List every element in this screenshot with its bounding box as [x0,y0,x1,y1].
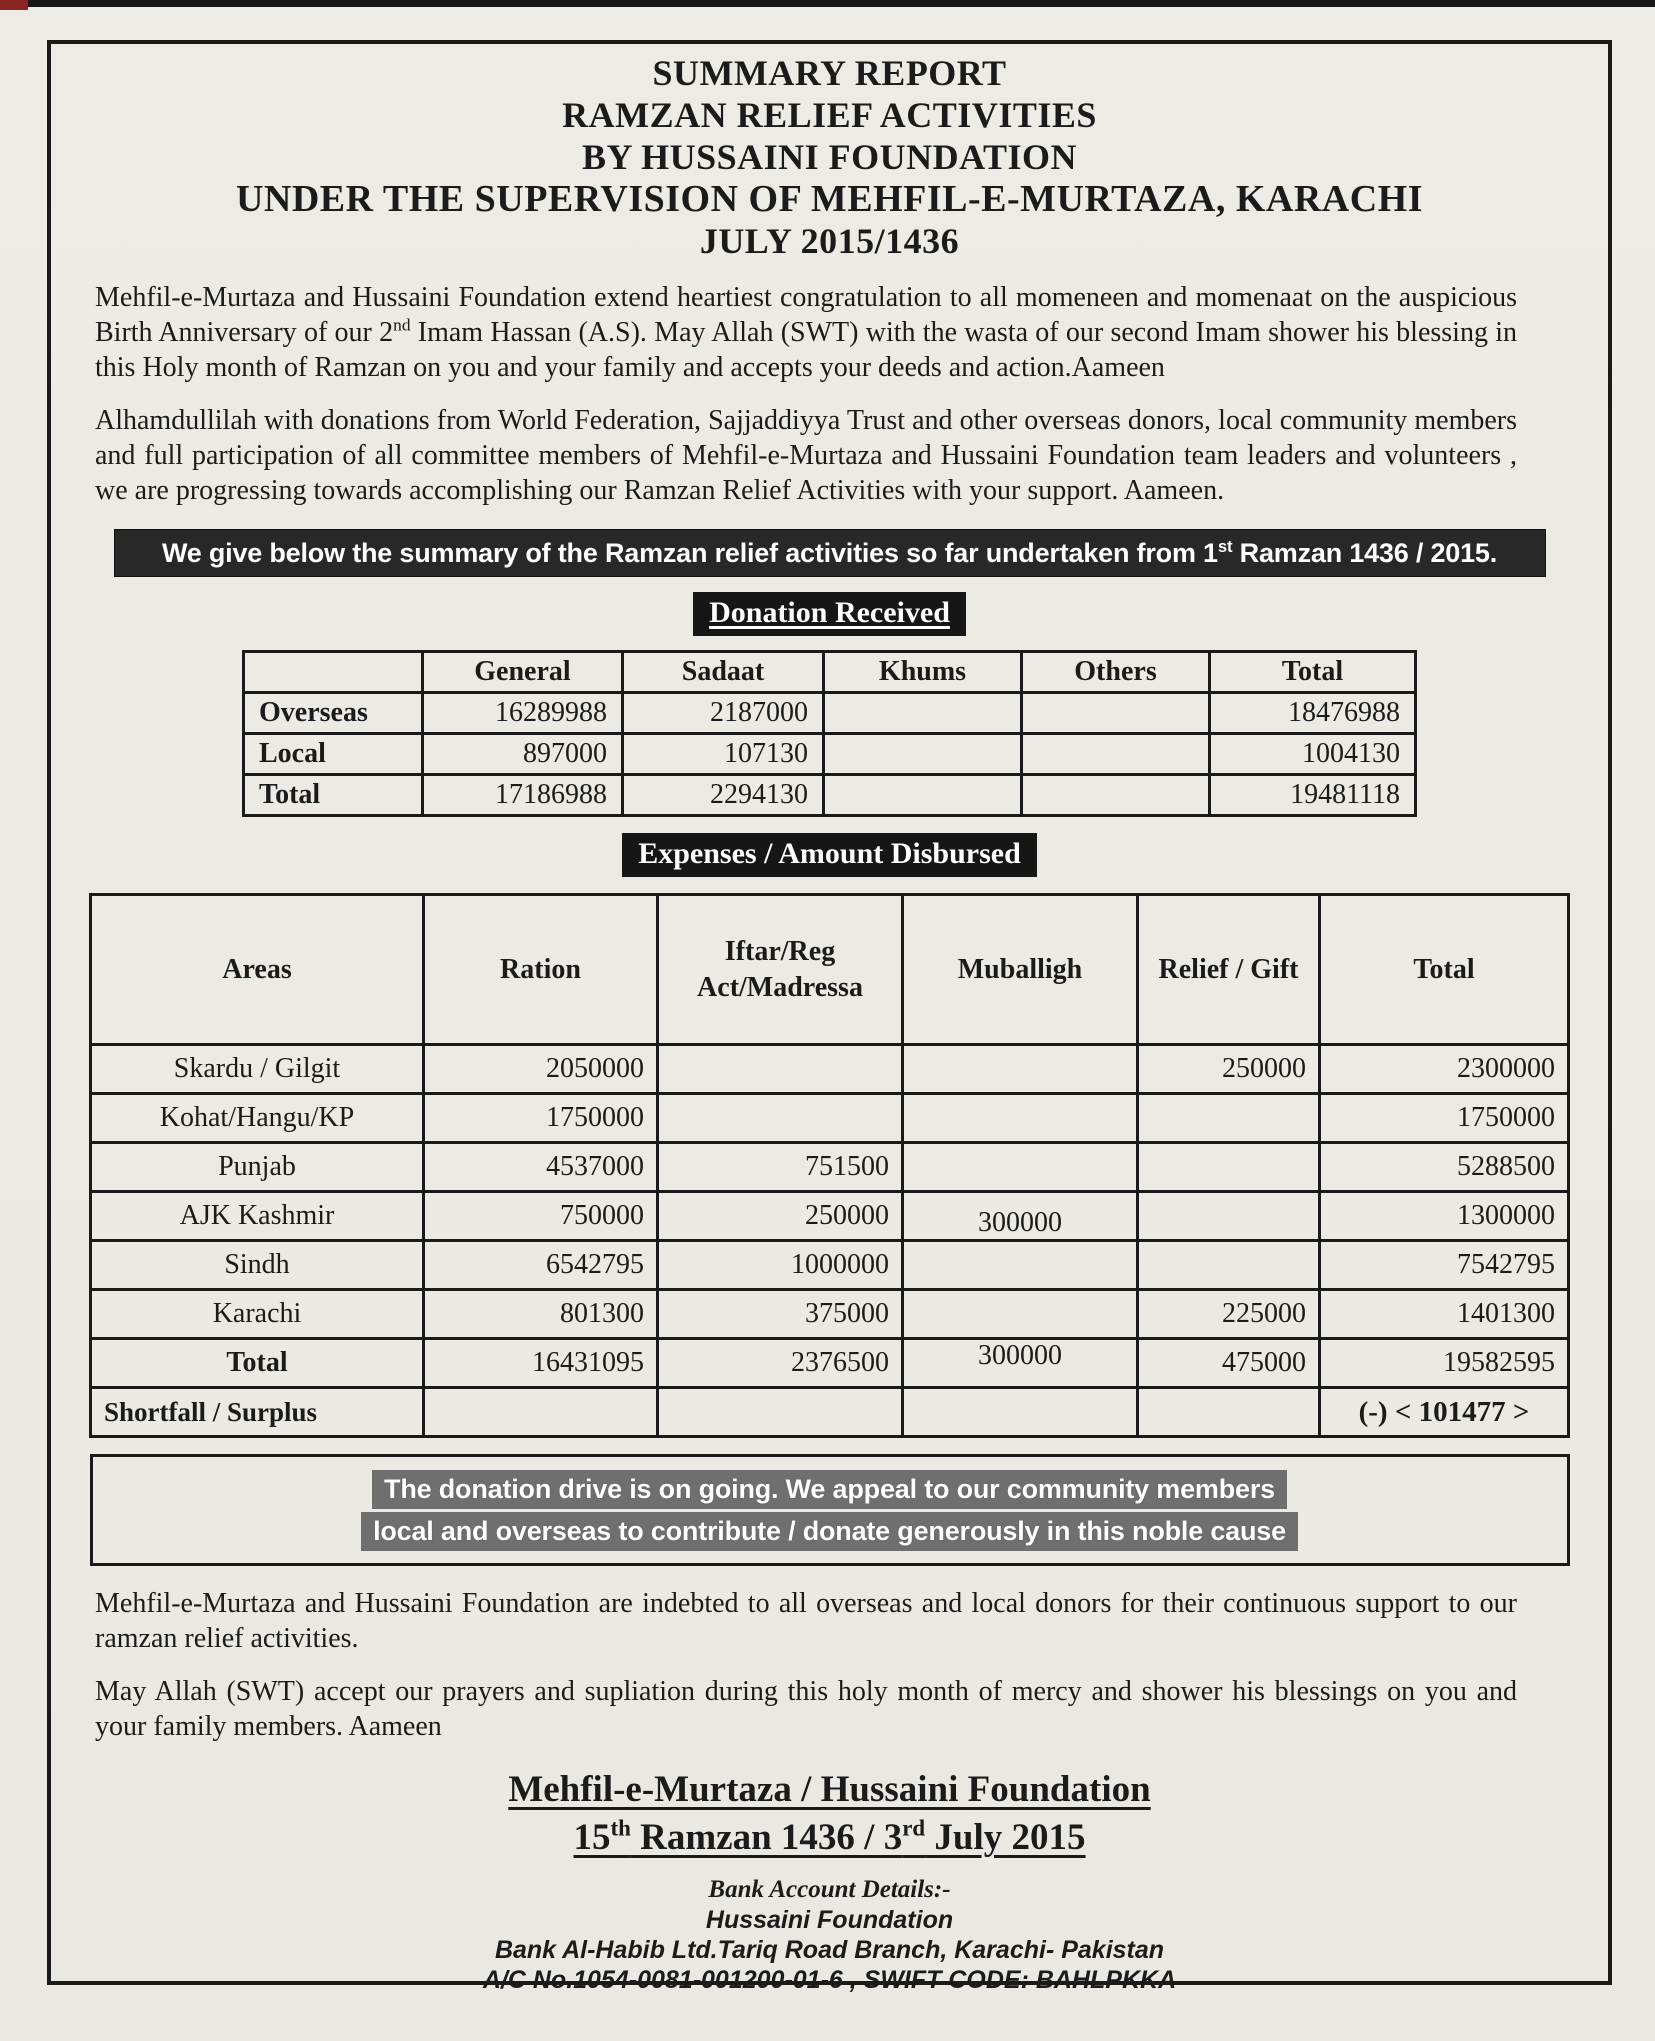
date-part: July 2015 [925,1817,1086,1858]
cell-muballigh [903,1045,1138,1094]
ordinal-superscript: nd [393,315,411,335]
cell-iftar: 751500 [658,1143,903,1192]
cell-khums [824,775,1022,816]
area-label: Kohat/Hangu/KP [91,1094,424,1143]
shortfall-label: Shortfall / Surplus [91,1388,424,1437]
donation-received-label-wrap [51,592,1608,636]
bank-branch: Bank Al-Habib Ltd.Tariq Road Branch, Karachi- Pakistan [494,1936,1165,1964]
donation-row-overseas [244,693,1416,734]
area-label: Punjab [91,1143,424,1192]
cell-relief-gift [1138,1094,1320,1143]
cell-ration: 1750000 [424,1094,658,1143]
cell-total: 19481118 [1210,775,1416,816]
expenses-table [89,893,1570,1438]
cell-sadaat: 107130 [623,734,824,775]
donation-col-sadaat: Sadaat [623,652,824,693]
cell-total: 7542795 [1320,1241,1569,1290]
bank-details-heading: Bank Account Details:- [708,1876,951,1903]
bank-details-block [51,1874,1608,1995]
expenses-col-iftar: Iftar/Reg Act/Madressa [658,895,903,1045]
donation-received-label: Donation Received [693,592,966,636]
scan-edge-artifact [0,0,1655,7]
area-label: AJK Kashmir [91,1192,424,1241]
intro-paragraph-1 [95,280,1517,385]
row-label: Local [244,734,423,775]
donation-header-row [244,652,1416,693]
cell-sadaat: 2187000 [623,693,824,734]
appeal-line-2-text: local and overseas to contribute / donate generously in this noble cause [361,1512,1298,1551]
expenses-label-wrap [51,833,1608,877]
expenses-row-ajk-kashmir [91,1192,1569,1241]
cell-general: 16289988 [423,693,623,734]
intro-paragraph-1-text: Mehfil-e-Murtaza and Hussaini Foundation extend heartiest congratulation to all momeneen and momenaat on the auspicious Birth Anniversary of our 2 [95,282,1517,348]
cell-ration: 2050000 [424,1045,658,1094]
cell-total: 5288500 [1320,1143,1569,1192]
appeal-line-1 [93,1470,1567,1509]
cell-others [1022,693,1210,734]
page-border-frame [47,40,1612,1994]
cell-relief-gift: 250000 [1138,1045,1320,1094]
cell-iftar [658,1388,903,1437]
closing-paragraph-1: Mehfil-e-Murtaza and Hussaini Foundation are indebted to all overseas and local donors for their continuous support to our ramzan relief activities. [95,1588,1517,1654]
signature-date-text [573,1817,1085,1858]
cell-ration: 16431095 [424,1339,658,1388]
expenses-label: Expenses / Amount Disbursed [622,833,1037,877]
appeal-line-1-text: The donation drive is on going. We appeal to our community members [372,1470,1287,1509]
ordinal-superscript: th [610,1815,631,1841]
cell-iftar [658,1094,903,1143]
intro-paragraph-2: Alhamdullilah with donations from World Federation, Sajjaddiyya Trust and other overseas donors, local community members and full participation of all committee members of Mehfil-e-Murtaza and Hussaini Foundation team leaders and volunteers , we are progressing towards accomplishing our Ramzan Relief Activities with your support. Aameen. [95,405,1517,506]
expenses-col-relief-gift: Relief / Gift [1138,895,1320,1045]
cell-total: 2300000 [1320,1045,1569,1094]
cell-relief-gift [1138,1241,1320,1290]
expenses-col-ration: Ration [424,895,658,1045]
signature-org-text: Mehfil-e-Murtaza / Hussaini Foundation [508,1769,1151,1810]
cell-general: 897000 [423,734,623,775]
signature-org-line [51,1768,1608,1812]
cell-total: 19582595 [1320,1339,1569,1388]
donation-col-blank [244,652,423,693]
cell-iftar: 375000 [658,1290,903,1339]
cell-muballigh: 300000 [903,1192,1138,1241]
ordinal-superscript: rd [902,1815,926,1841]
cell-iftar: 250000 [658,1192,903,1241]
expenses-col-areas: Areas [91,895,424,1045]
row-label: Total [244,775,423,816]
donation-col-total: Total [1210,652,1416,693]
expenses-row-punjab [91,1143,1569,1192]
cell-muballigh [903,1094,1138,1143]
cell-ration [424,1388,658,1437]
report-title-line-3: BY HUSSAINI FOUNDATION [581,137,1078,177]
area-label: Sindh [91,1241,424,1290]
cell-relief-gift: 225000 [1138,1290,1320,1339]
bank-account-number: A/C No.1054-0081-001200-01-6 , SWIFT CODE: BAHLPKKA [482,1966,1177,1994]
cell-total: 18476988 [1210,693,1416,734]
cell-khums [824,734,1022,775]
expenses-row-karachi [91,1290,1569,1339]
cell-general: 17186988 [423,775,623,816]
cell-ration: 750000 [424,1192,658,1241]
expenses-col-muballigh: Muballigh [903,895,1138,1045]
summary-banner-text-cont: Ramzan 1436 / 2015. [1232,538,1498,568]
report-header [51,52,1608,262]
report-title-line-2: RAMZAN RELIEF ACTIVITIES [562,95,1097,135]
donation-col-general: General [423,652,623,693]
cell-iftar: 2376500 [658,1339,903,1388]
row-label: Overseas [244,693,423,734]
report-title-line-4: UNDER THE SUPERVISION OF MEHFIL-E-MURTAZA, KARACHI [235,178,1424,220]
cell-total: 1300000 [1320,1192,1569,1241]
cell-relief-gift [1138,1143,1320,1192]
area-label: Total [91,1339,424,1388]
donation-row-local [244,734,1416,775]
cell-ration: 6542795 [424,1241,658,1290]
bank-account-name: Hussaini Foundation [705,1906,954,1934]
expenses-row-kohat-hangu-kp [91,1094,1569,1143]
cell-iftar: 1000000 [658,1241,903,1290]
signature-date-line [51,1816,1608,1860]
report-title-line-5: JULY 2015/1436 [699,221,960,261]
ordinal-superscript: st [1217,537,1233,556]
cell-relief-gift [1138,1388,1320,1437]
donation-appeal-box [90,1454,1570,1566]
closing-paragraph-2: May Allah (SWT) accept our prayers and supliation during this holy month of mercy and shower his blessings on you and your family members. Aameen [95,1676,1517,1742]
cell-others [1022,734,1210,775]
scan-corner-artifact [0,0,28,10]
cell-others [1022,775,1210,816]
date-part: Ramzan 1436 / 3 [630,1817,903,1858]
area-label: Skardu / Gilgit [91,1045,424,1094]
expenses-col-total: Total [1320,895,1569,1045]
cell-khums [824,693,1022,734]
expenses-row-skardu-gilgit [91,1045,1569,1094]
cell-muballigh: 300000 [903,1339,1138,1388]
shortfall-value: (-) < 101477 > [1320,1388,1569,1437]
cell-muballigh [903,1143,1138,1192]
cell-muballigh [903,1241,1138,1290]
donation-col-khums: Khums [824,652,1022,693]
area-label: Karachi [91,1290,424,1339]
cell-sadaat: 2294130 [623,775,824,816]
appeal-line-2 [93,1512,1567,1551]
expenses-row-shortfall-surplus [91,1388,1569,1437]
cell-ration: 4537000 [424,1143,658,1192]
cell-total: 1004130 [1210,734,1416,775]
donation-row-total [244,775,1416,816]
date-part: 15 [573,1817,611,1858]
cell-relief-gift [1138,1192,1320,1241]
intro-paragraph-1-text-cont: Imam Hassan (A.S). May Allah (SWT) with the wasta of our second Imam shower his blessing in this Holy month of Ramzan on you and your family and accepts your deeds and action.Aameen [95,317,1517,383]
donation-received-table [242,650,1417,817]
summary-banner-text: We give below the summary of the Ramzan relief activities so far undertaken from 1 [161,538,1218,568]
donation-col-others: Others [1022,652,1210,693]
cell-total: 1750000 [1320,1094,1569,1143]
expenses-row-sindh [91,1241,1569,1290]
expenses-header-row [91,895,1569,1045]
cell-relief-gift: 475000 [1138,1339,1320,1388]
cell-muballigh [903,1290,1138,1339]
cell-total: 1401300 [1320,1290,1569,1339]
summary-banner [115,530,1545,576]
expenses-row-total [91,1339,1569,1388]
cell-iftar [658,1045,903,1094]
report-title-line-1: SUMMARY REPORT [652,53,1007,93]
cell-ration: 801300 [424,1290,658,1339]
cell-muballigh [903,1388,1138,1437]
